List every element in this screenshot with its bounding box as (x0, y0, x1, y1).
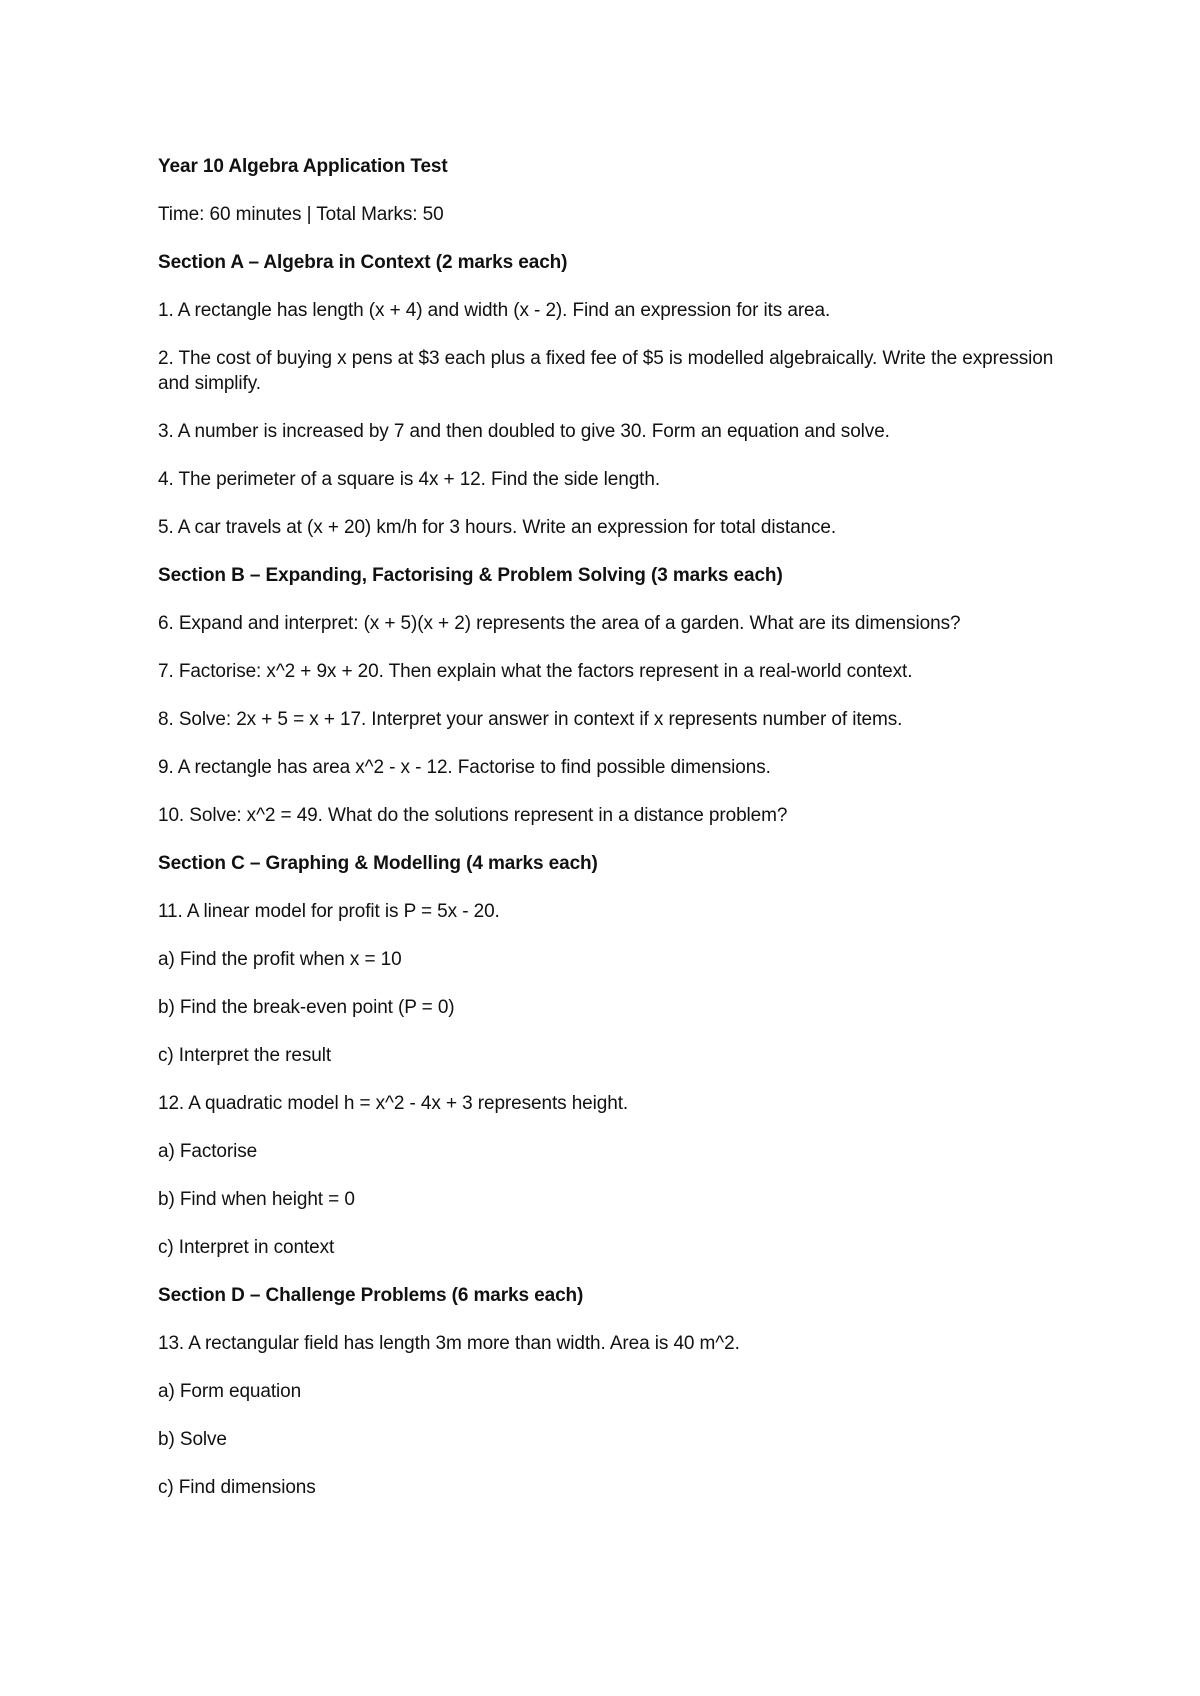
question-part: b) Find the break-even point (P = 0) (158, 997, 455, 1018)
question-line: 12. A quadratic model h = x^2 - 4x + 3 represents height. (158, 1093, 629, 1114)
question-line: 7. Factorise: x^2 + 9x + 20. Then explain what the factors represent in a real-world context. (158, 661, 913, 682)
question-part: c) Interpret in context (158, 1237, 335, 1258)
question-part: a) Factorise (158, 1141, 258, 1162)
question-line: 11. A linear model for profit is P = 5x - 20. (158, 901, 500, 922)
question-line: 5. A car travels at (x + 20) km/h for 3 hours. Write an expression for total distance. (158, 517, 836, 538)
question-part: c) Interpret the result (158, 1045, 331, 1066)
question-part: a) Form equation (158, 1381, 302, 1402)
section-heading: Section B – Expanding, Factorising & Problem Solving (3 marks each) (158, 565, 783, 586)
question-line: 1. A rectangle has length (x + 4) and width (x - 2). Find an expression for its area. (158, 300, 831, 321)
document-meta: Time: 60 minutes | Total Marks: 50 (158, 204, 444, 225)
question-part: c) Find dimensions (158, 1477, 316, 1498)
question-line: 13. A rectangular field has length 3m more than width. Area is 40 m^2. (158, 1333, 740, 1354)
question-line: 2. The cost of buying x pens at $3 each plus a fixed fee of $5 is modelled algebraically. Write the expression and simplify. (158, 348, 1054, 394)
question-line: 3. A number is increased by 7 and then doubled to give 30. Form an equation and solve. (158, 421, 890, 442)
document-page (158, 154, 1058, 1523)
question-line: 4. The perimeter of a square is 4x + 12. Find the side length. (158, 469, 660, 490)
section-heading: Section D – Challenge Problems (6 marks each) (158, 1285, 584, 1306)
question-line: 8. Solve: 2x + 5 = x + 17. Interpret your answer in context if x represents number of items. (158, 709, 903, 730)
question-part: b) Solve (158, 1429, 227, 1450)
document-title: Year 10 Algebra Application Test (158, 156, 448, 177)
question-part: b) Find when height = 0 (158, 1189, 355, 1210)
question-part: a) Find the profit when x = 10 (158, 949, 402, 970)
section-heading: Section A – Algebra in Context (2 marks each) (158, 252, 568, 273)
section-heading: Section C – Graphing & Modelling (4 marks each) (158, 853, 598, 874)
question-line: 10. Solve: x^2 = 49. What do the solutions represent in a distance problem? (158, 805, 788, 826)
question-line: 9. A rectangle has area x^2 - x - 12. Factorise to find possible dimensions. (158, 757, 771, 778)
question-line: 6. Expand and interpret: (x + 5)(x + 2) represents the area of a garden. What are its dimensions? (158, 613, 961, 634)
